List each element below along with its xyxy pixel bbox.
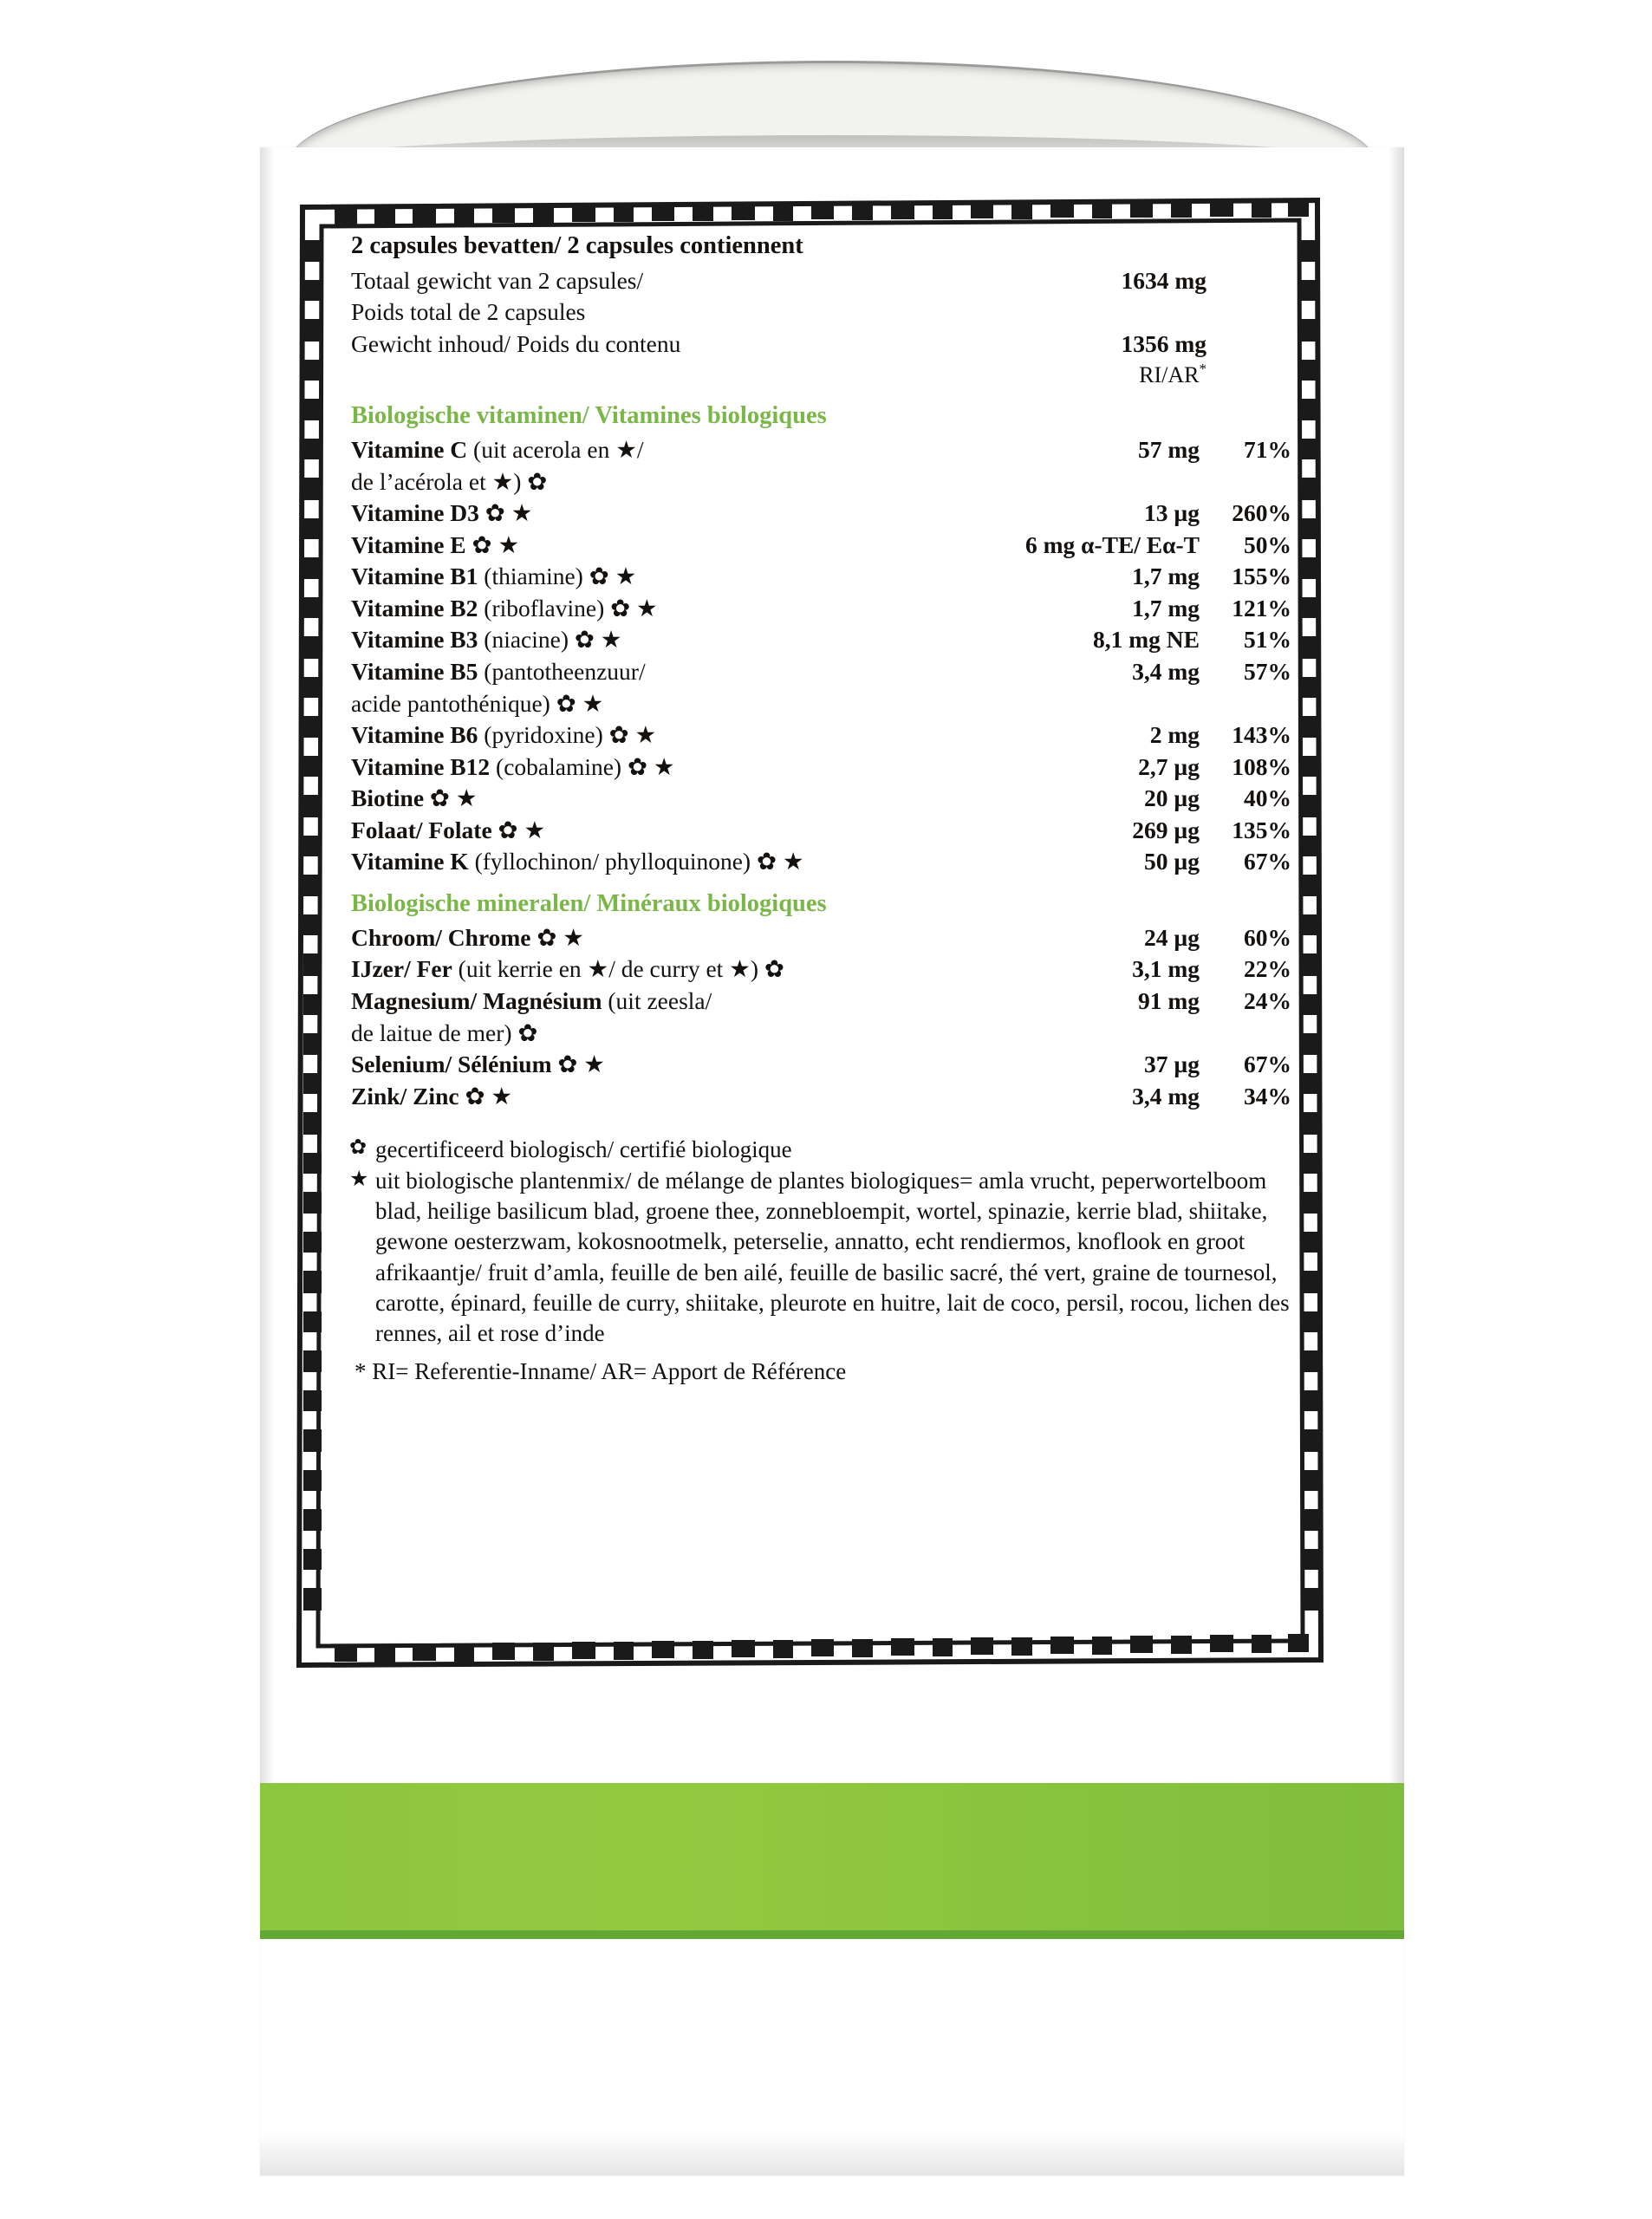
nutrient-amount: 50 µg — [1144, 848, 1200, 875]
nutrient-name: Vitamine K (fyllochinon/ phylloquinone) ✿ ★ — [351, 848, 804, 875]
nutrient-amount: 269 µg — [1132, 816, 1200, 843]
total-weight-label-line2: Poids total de 2 capsules — [351, 298, 586, 326]
ri-column-header — [334, 359, 1291, 391]
nutrient-row — [351, 1081, 1291, 1113]
footnote-organic-text: gecertificeerd biologisch/ certifié biologique — [375, 1136, 792, 1163]
footnote-plantmix-text: uit biologische plantenmix/ de mélange de plantes biologiques= amla vrucht, peperwortelboom blad, heilige basilicum blad, groene thee, zonnebloempit, wortel, spinazie, kerrie blad, shiitake, gewone oesterzwam, kokosnootmelk, peterselie, annatto, echt rendiermos, knoflook en groot afrikaantje/ fruit d’amla, feuille de ben ailé, feuille de basilic sacré, thé vert, graine de tournesol, carotte, épinard, feuille de curry, shiitake, pleurote en huitre, lait de coco, persil, rocou, lichen des rennes, ail et rose d’inde — [375, 1167, 1290, 1347]
vitamins-section-title: Biologische vitaminen/ Vitamines biologiques — [351, 402, 827, 430]
nutrient-amount: 91 mg — [1137, 986, 1200, 1014]
nutrient-ri-percent: 50% — [1244, 530, 1291, 558]
nutrient-name-continuation: de l’acérola et ★) ✿ — [351, 467, 548, 495]
content-weight-value: 1356 mg — [1121, 330, 1206, 358]
nutrient-ri-percent: 34% — [1244, 1082, 1291, 1110]
footnote-plantmix — [349, 1166, 1291, 1350]
ri-header-asterisk: * — [1199, 360, 1206, 377]
star-icon: ★ — [349, 1167, 369, 1191]
nutrient-row — [351, 498, 1291, 530]
nutrient-ri-percent: 40% — [1244, 784, 1291, 812]
nutrient-name: Vitamine B5 (pantotheenzuur/ — [351, 657, 646, 685]
nutrient-name: Zink/ Zinc ✿ ★ — [351, 1082, 513, 1110]
nutrient-ri-percent: 57% — [1244, 657, 1291, 685]
nutrient-amount: 3,4 mg — [1132, 1082, 1200, 1110]
nutrient-row — [351, 783, 1291, 815]
nutrient-amount: 6 mg α-TE/ Eα-T — [1024, 530, 1200, 558]
nutrient-row — [351, 846, 1291, 878]
ri-header-text: RI/AR — [1139, 361, 1200, 387]
nutrient-amount: 37 µg — [1144, 1051, 1200, 1078]
nutrient-name: Chroom/ Chrome ✿ ★ — [351, 923, 584, 951]
nutrient-amount: 3,1 mg — [1132, 955, 1200, 983]
nutrient-amount: 1,7 mg — [1132, 594, 1200, 621]
nutrient-row — [351, 434, 1291, 466]
nutrient-amount: 8,1 mg NE — [1093, 626, 1200, 654]
nutrient-name: Folaat/ Folate ✿ ★ — [351, 816, 546, 843]
serving-heading: 2 capsules bevatten/ 2 capsules contiennent — [351, 232, 803, 259]
nutrient-row — [351, 593, 1291, 625]
nutrient-name: IJzer/ Fer (uit kerrie en ★/ de curry et ★) ✿ — [351, 955, 784, 983]
nutrient-ri-percent: 51% — [1244, 626, 1291, 654]
nutrient-ri-percent: 121% — [1232, 594, 1291, 621]
nutrient-amount: 2 mg — [1149, 721, 1200, 749]
nutrient-ri-percent: 155% — [1232, 563, 1291, 590]
flower-icon: ✿ — [349, 1136, 367, 1160]
nutrient-row — [351, 624, 1291, 656]
vitamins-list — [334, 434, 1291, 878]
content-weight-row — [351, 329, 1291, 361]
nutrient-ri-percent: 60% — [1244, 923, 1291, 951]
total-weight-value: 1634 mg — [1121, 266, 1206, 294]
footnote-organic — [349, 1135, 1291, 1165]
nutrient-amount: 1,7 mg — [1132, 563, 1200, 590]
nutrient-ri-percent: 22% — [1244, 955, 1291, 983]
green-band — [260, 1783, 1404, 1930]
nutrient-name: Vitamine E ✿ ★ — [351, 530, 520, 558]
content-weight-label: Gewicht inhoud/ Poids du contenu — [351, 330, 681, 358]
total-weight-row — [351, 265, 1291, 297]
nutrient-amount: 3,4 mg — [1132, 657, 1200, 685]
nutrient-name: Vitamine D3 ✿ ★ — [351, 499, 533, 527]
nutrient-row — [351, 922, 1291, 954]
nutrient-row — [351, 1049, 1291, 1081]
nutrient-name: Selenium/ Sélénium ✿ ★ — [351, 1051, 605, 1078]
green-band-edge — [260, 1930, 1404, 1939]
nutrient-name: Vitamine B3 (niacine) ✿ ★ — [351, 626, 622, 654]
nutrient-name: Magnesium/ Magnésium (uit zeesla/ — [351, 986, 712, 1014]
nutrient-amount: 13 µg — [1144, 499, 1200, 527]
nutrient-row — [351, 953, 1291, 986]
nutrient-row — [351, 719, 1291, 752]
nutrient-name: Vitamine B6 (pyridoxine) ✿ ★ — [351, 721, 657, 749]
nutrient-ri-percent: 24% — [1244, 986, 1291, 1014]
nutrient-amount: 20 µg — [1144, 784, 1200, 812]
nutrient-name: Vitamine C (uit acerola en ★/ — [351, 436, 644, 464]
nutrient-name: Vitamine B12 (cobalamine) ✿ ★ — [351, 752, 675, 780]
nutrient-name: Vitamine B1 (thiamine) ✿ ★ — [351, 563, 637, 590]
nutrient-row — [351, 752, 1291, 784]
nutrient-row — [351, 815, 1291, 847]
nutrient-name-continuation: de laitue de mer) ✿ — [351, 1018, 538, 1046]
nutrient-amount: 24 µg — [1144, 923, 1200, 951]
nutrient-name: Biotine ✿ ★ — [351, 784, 478, 812]
total-weight-label-line1: Totaal gewicht van 2 capsules/ — [351, 266, 644, 294]
nutrient-ri-percent: 71% — [1244, 436, 1291, 464]
nutrient-amount: 2,7 µg — [1138, 752, 1200, 780]
footnote-ri-text: * RI= Referentie-Inname/ AR= Apport de Référence — [354, 1357, 847, 1384]
nutrition-panel — [334, 230, 1291, 1643]
nutrient-ri-percent: 260% — [1232, 499, 1291, 527]
nutrient-name: Vitamine B2 (riboflavine) ✿ ★ — [351, 594, 658, 621]
footnotes — [334, 1135, 1291, 1387]
nutrient-ri-percent: 108% — [1232, 752, 1291, 780]
nutrient-row — [351, 986, 1291, 1018]
minerals-section-title: Biologische mineralen/ Minéraux biologiques — [351, 889, 827, 917]
nutrient-row — [351, 561, 1291, 593]
nutrient-row — [351, 530, 1291, 562]
minerals-list — [334, 922, 1291, 1112]
product-package — [260, 61, 1404, 2176]
nutrient-ri-percent: 135% — [1232, 816, 1291, 843]
nutrient-amount: 57 mg — [1137, 436, 1200, 464]
nutrient-ri-percent: 143% — [1232, 721, 1291, 749]
nutrient-ri-percent: 67% — [1244, 848, 1291, 875]
nutrient-row — [351, 656, 1291, 688]
package-bottom-shadow — [260, 2132, 1404, 2176]
nutrient-name-continuation: acide pantothénique) ✿ ★ — [351, 689, 604, 717]
nutrient-ri-percent: 67% — [1244, 1051, 1291, 1078]
